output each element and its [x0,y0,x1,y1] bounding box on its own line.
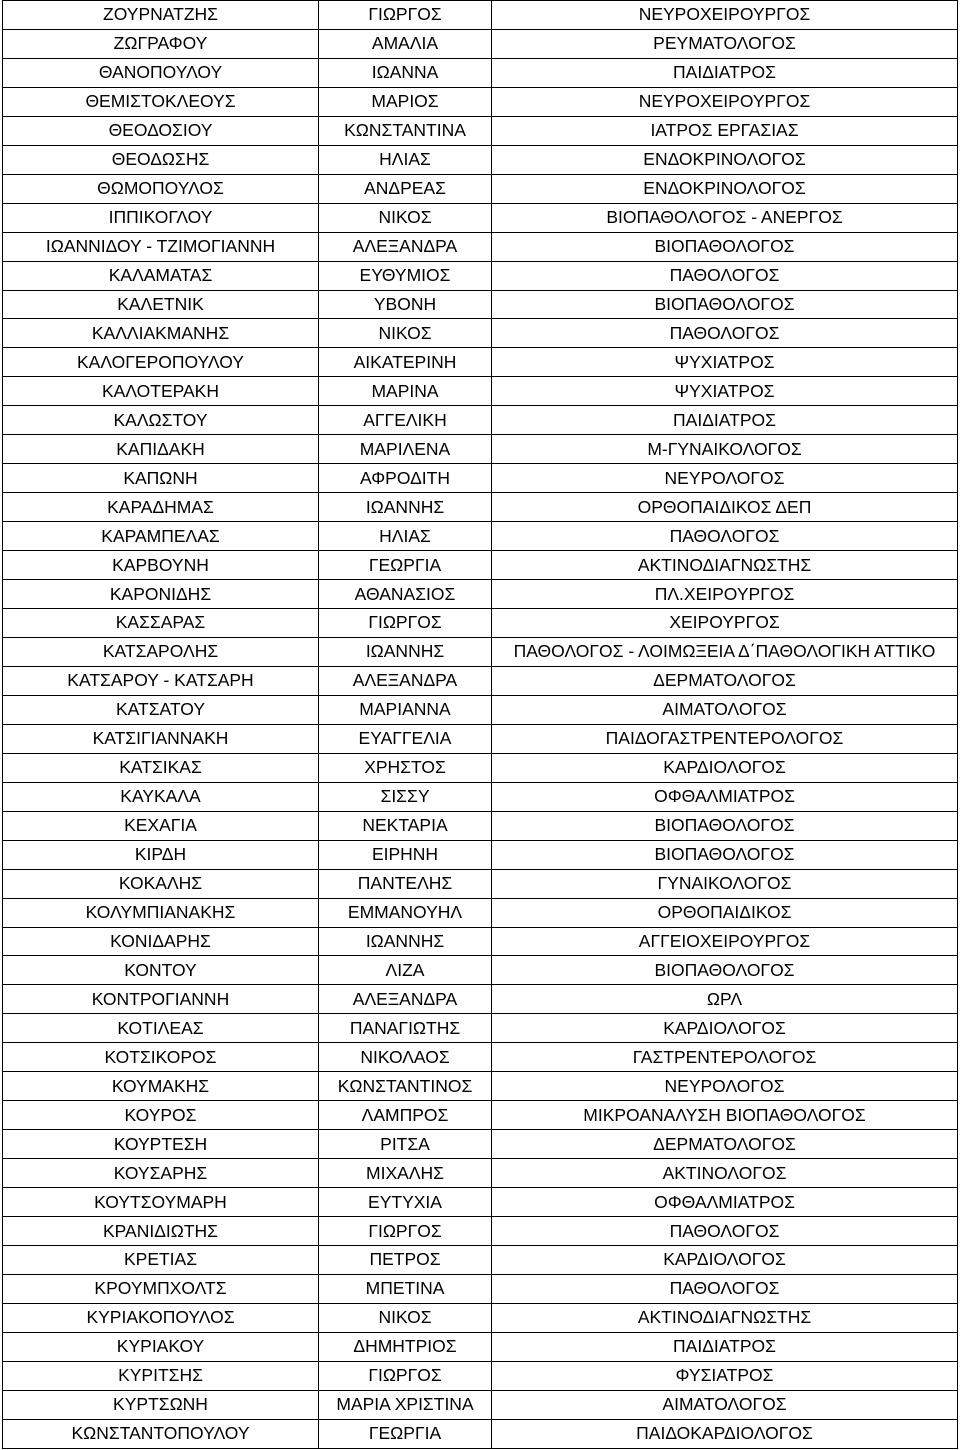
specialty-cell: ΟΦΘΑΛΜΙΑΤΡΟΣ [492,1188,958,1217]
table-row [3,782,958,811]
surname-cell: ΚΑΡΟΝΙΔΗΣ [3,580,319,609]
specialty-cell: ΒΙΟΠΑΘΟΛΟΓΟΣ [492,811,958,840]
first-name-cell: ΑΙΚΑΤΕΡΙΝΗ [319,348,492,377]
first-name-cell: ΧΡΗΣΤΟΣ [319,753,492,782]
first-name-cell: ΗΛΙΑΣ [319,522,492,551]
surname-cell: ΘΕΟΔΟΣΙΟΥ [3,116,319,145]
table-row [3,898,958,927]
table-row [3,145,958,174]
first-name-cell: ΑΛΕΞΑΝΔΡΑ [319,666,492,695]
table-row [3,203,958,232]
first-name-cell: ΑΦΡΟΔΙΤΗ [319,464,492,493]
first-name-cell: ΓΕΩΡΓΙΑ [319,551,492,580]
surname-cell: ΚΥΡΙΤΣΗΣ [3,1361,319,1390]
surname-cell: ΚΟΥΡΤΕΣΗ [3,1130,319,1159]
surname-cell: ΘΕΜΙΣΤΟΚΛΕΟΥΣ [3,87,319,116]
specialty-cell: ΨΥΧΙΑΤΡΟΣ [492,348,958,377]
specialty-cell: ΝΕΥΡΟΧΕΙΡΟΥΡΓΟΣ [492,87,958,116]
surname-cell: ΚΡΕΤΙΑΣ [3,1245,319,1274]
table-row [3,1245,958,1274]
surname-cell: ΖΟΥΡΝΑΤΖΗΣ [3,1,319,30]
table-row [3,1274,958,1303]
first-name-cell: ΙΩΑΝΝΑ [319,58,492,87]
surname-cell: ΚΑΤΣΑΡΟΛΗΣ [3,637,319,666]
specialty-cell: ΟΡΘΟΠΑΙΔΙΚΟΣ [492,898,958,927]
first-name-cell: ΙΩΑΝΝΗΣ [319,927,492,956]
table-row [3,985,958,1014]
first-name-cell: ΕΥΤΥΧΙΑ [319,1188,492,1217]
specialty-cell: ΠΛ.ΧΕΙΡΟΥΡΓΟΣ [492,580,958,609]
first-name-cell: ΣΙΣΣΥ [319,782,492,811]
specialty-cell: ΠΑΙΔΙΑΤΡΟΣ [492,406,958,435]
specialty-cell: ΑΚΤΙΝΟΔΙΑΓΝΩΣΤΗΣ [492,1303,958,1332]
specialty-cell: ΑΓΓΕΙΟΧΕΙΡΟΥΡΓΟΣ [492,927,958,956]
surname-cell: ΚΥΡΤΣΩΝΗ [3,1390,319,1419]
table-row [3,724,958,753]
surname-cell: ΚΡΟΥΜΠΧΟΛΤΣ [3,1274,319,1303]
specialty-cell: ΠΑΙΔΟΚΑΡΔΙΟΛΟΓΟΣ [492,1419,958,1448]
surname-cell: ΘΕΟΔΩΣΗΣ [3,145,319,174]
specialty-cell: ΚΑΡΔΙΟΛΟΓΟΣ [492,1014,958,1043]
surname-cell: ΚΑΣΣΑΡΑΣ [3,609,319,638]
surname-cell: ΚΑΤΣΙΓΙΑΝΝΑΚΗ [3,724,319,753]
table-row [3,1188,958,1217]
first-name-cell: ΝΕΚΤΑΡΙΑ [319,811,492,840]
doctors-table-body [3,1,958,1449]
first-name-cell: ΑΓΓΕΛΙΚΗ [319,406,492,435]
surname-cell: ΚΑΛΟΤΕΡΑΚΗ [3,377,319,406]
specialty-cell: ΟΡΘΟΠΑΙΔΙΚΟΣ ΔΕΠ [492,493,958,522]
first-name-cell: ΝΙΚΟΣ [319,1303,492,1332]
table-row [3,695,958,724]
first-name-cell: ΚΩΝΣΤΑΝΤΙΝΑ [319,116,492,145]
specialty-cell: ΒΙΟΠΑΘΟΛΟΓΟΣ [492,232,958,261]
specialty-cell: ΑΙΜΑΤΟΛΟΓΟΣ [492,695,958,724]
specialty-cell: ΠΑΘΟΛΟΓΟΣ - ΛΟΙΜΩΞΕΙΑ Δ΄ΠΑΘΟΛΟΓΙΚΗ ΑΤΤΙΚΟ [492,637,958,666]
table-row [3,956,958,985]
specialty-cell: ΑΙΜΑΤΟΛΟΓΟΣ [492,1390,958,1419]
specialty-cell: ΓΥΝΑΙΚΟΛΟΓΟΣ [492,869,958,898]
table-row [3,580,958,609]
specialty-cell: ΟΦΘΑΛΜΙΑΤΡΟΣ [492,782,958,811]
specialty-cell: ΠΑΙΔΙΑΤΡΟΣ [492,58,958,87]
table-row [3,1361,958,1390]
surname-cell: ΚΑΛΟΓΕΡΟΠΟΥΛΟΥ [3,348,319,377]
specialty-cell: ΠΑΘΟΛΟΓΟΣ [492,319,958,348]
table-row [3,116,958,145]
first-name-cell: ΙΩΑΝΝΗΣ [319,493,492,522]
specialty-cell: ΝΕΥΡΟΛΟΓΟΣ [492,464,958,493]
specialty-cell: ΚΑΡΔΙΟΛΟΓΟΣ [492,753,958,782]
table-row [3,551,958,580]
surname-cell: ΚΑΠΩΝΗ [3,464,319,493]
table-row [3,869,958,898]
table-row [3,1043,958,1072]
first-name-cell: ΑΛΕΞΑΝΔΡΑ [319,232,492,261]
surname-cell: ΚΑΛΩΣΤΟΥ [3,406,319,435]
specialty-cell: ΠΑΘΟΛΟΓΟΣ [492,522,958,551]
first-name-cell: ΑΘΑΝΑΣΙΟΣ [319,580,492,609]
table-row [3,348,958,377]
first-name-cell: ΑΝΔΡΕΑΣ [319,174,492,203]
first-name-cell: ΠΑΝΤΕΛΗΣ [319,869,492,898]
table-row [3,811,958,840]
first-name-cell: ΡΙΤΣΑ [319,1130,492,1159]
table-row [3,1014,958,1043]
specialty-cell: ΠΑΘΟΛΟΓΟΣ [492,1217,958,1246]
table-row [3,174,958,203]
table-row [3,1332,958,1361]
surname-cell: ΚΟΥΤΣΟΥΜΑΡΗ [3,1188,319,1217]
specialty-cell: ΠΑΘΟΛΟΓΟΣ [492,261,958,290]
surname-cell: ΘΑΝΟΠΟΥΛΟΥ [3,58,319,87]
specialty-cell: ΒΙΟΠΑΘΟΛΟΓΟΣ [492,840,958,869]
first-name-cell: ΕΥΑΓΓΕΛΙΑ [319,724,492,753]
table-row [3,232,958,261]
table-row [3,464,958,493]
specialty-cell: ΠΑΙΔΟΓΑΣΤΡΕΝΤΕΡΟΛΟΓΟΣ [492,724,958,753]
specialty-cell: ΕΝΔΟΚΡΙΝΟΛΟΓΟΣ [492,174,958,203]
specialty-cell: ΨΥΧΙΑΤΡΟΣ [492,377,958,406]
surname-cell: ΚΟΝΤΟΥ [3,956,319,985]
specialty-cell: ΚΑΡΔΙΟΛΟΓΟΣ [492,1245,958,1274]
surname-cell: ΚΟΛΥΜΠΙΑΝΑΚΗΣ [3,898,319,927]
first-name-cell: ΜΙΧΑΛΗΣ [319,1159,492,1188]
specialty-cell: ΔΕΡΜΑΤΟΛΟΓΟΣ [492,1130,958,1159]
first-name-cell: ΜΑΡΙΛΕΝΑ [319,435,492,464]
table-row [3,1217,958,1246]
table-row [3,1101,958,1130]
first-name-cell: ΕΙΡΗΝΗ [319,840,492,869]
first-name-cell: ΓΙΩΡΓΟΣ [319,1217,492,1246]
first-name-cell: ΛΙΖΑ [319,956,492,985]
surname-cell: ΚΟΥΜΑΚΗΣ [3,1072,319,1101]
first-name-cell: ΝΙΚΟΛΑΟΣ [319,1043,492,1072]
table-row [3,406,958,435]
table-row [3,927,958,956]
surname-cell: ΚΑΤΣΑΡΟΥ - ΚΑΤΣΑΡΗ [3,666,319,695]
surname-cell: ΖΩΓΡΑΦΟΥ [3,29,319,58]
first-name-cell: ΜΑΡΙΟΣ [319,87,492,116]
first-name-cell: ΜΑΡΙΑΝΝΑ [319,695,492,724]
table-row [3,1419,958,1448]
specialty-cell: Μ-ΓΥΝΑΙΚΟΛΟΓΟΣ [492,435,958,464]
table-row [3,261,958,290]
specialty-cell: ΠΑΙΔΙΑΤΡΟΣ [492,1332,958,1361]
table-row [3,666,958,695]
table-row [3,1130,958,1159]
surname-cell: ΚΟΚΑΛΗΣ [3,869,319,898]
surname-cell: ΚΕΧΑΓΙΑ [3,811,319,840]
first-name-cell: ΓΙΩΡΓΟΣ [319,609,492,638]
specialty-cell: ΠΑΘΟΛΟΓΟΣ [492,1274,958,1303]
surname-cell: ΚΑΥΚΑΛΑ [3,782,319,811]
specialty-cell: ΒΙΟΠΑΘΟΛΟΓΟΣ - ΑΝΕΡΓΟΣ [492,203,958,232]
first-name-cell: ΑΜΑΛΙΑ [319,29,492,58]
table-row [3,290,958,319]
surname-cell: ΚΑΛΑΜΑΤΑΣ [3,261,319,290]
doctors-table [2,0,958,1449]
surname-cell: ΚΟΥΡΟΣ [3,1101,319,1130]
surname-cell: ΚΑΤΣΑΤΟΥ [3,695,319,724]
surname-cell: ΚΡΑΝΙΔΙΩΤΗΣ [3,1217,319,1246]
first-name-cell: ΚΩΝΣΤΑΝΤΙΝΟΣ [319,1072,492,1101]
first-name-cell: ΛΑΜΠΡΟΣ [319,1101,492,1130]
table-row [3,1,958,30]
table-row [3,87,958,116]
table-row [3,29,958,58]
table-row [3,493,958,522]
surname-cell: ΚΙΡΔΗ [3,840,319,869]
surname-cell: ΙΠΠΙΚΟΓΛΟΥ [3,203,319,232]
specialty-cell: ΒΙΟΠΑΘΟΛΟΓΟΣ [492,290,958,319]
specialty-cell: ΝΕΥΡΟΧΕΙΡΟΥΡΓΟΣ [492,1,958,30]
first-name-cell: ΓΙΩΡΓΟΣ [319,1,492,30]
table-row [3,1303,958,1332]
surname-cell: ΙΩΑΝΝΙΔΟΥ - ΤΖΙΜΟΓΙΑΝΝΗ [3,232,319,261]
table-row [3,637,958,666]
first-name-cell: ΠΕΤΡΟΣ [319,1245,492,1274]
table-row [3,319,958,348]
surname-cell: ΚΑΛΛΙΑΚΜΑΝΗΣ [3,319,319,348]
surname-cell: ΚΩΝΣΤΑΝΤΟΠΟΥΛΟΥ [3,1419,319,1448]
specialty-cell: ΩΡΛ [492,985,958,1014]
first-name-cell: ΓΙΩΡΓΟΣ [319,1361,492,1390]
first-name-cell: ΙΩΑΝΝΗΣ [319,637,492,666]
table-row [3,522,958,551]
first-name-cell: ΑΛΕΞΑΝΔΡΑ [319,985,492,1014]
surname-cell: ΚΥΡΙΑΚΟΥ [3,1332,319,1361]
specialty-cell: ΔΕΡΜΑΤΟΛΟΓΟΣ [492,666,958,695]
specialty-cell: ΓΑΣΤΡΕΝΤΕΡΟΛΟΓΟΣ [492,1043,958,1072]
first-name-cell: ΕΜΜΑΝΟΥΗΛ [319,898,492,927]
specialty-cell: ΧΕΙΡΟΥΡΓΟΣ [492,609,958,638]
specialty-cell: ΒΙΟΠΑΘΟΛΟΓΟΣ [492,956,958,985]
surname-cell: ΚΥΡΙΑΚΟΠΟΥΛΟΣ [3,1303,319,1332]
specialty-cell: ΑΚΤΙΝΟΔΙΑΓΝΩΣΤΗΣ [492,551,958,580]
table-row [3,1159,958,1188]
specialty-cell: ΕΝΔΟΚΡΙΝΟΛΟΓΟΣ [492,145,958,174]
first-name-cell: ΠΑΝΑΓΙΩΤΗΣ [319,1014,492,1043]
surname-cell: ΚΟΝΙΔΑΡΗΣ [3,927,319,956]
surname-cell: ΚΟΝΤΡΟΓΙΑΝΝΗ [3,985,319,1014]
table-row [3,840,958,869]
table-row [3,1390,958,1419]
first-name-cell: ΓΕΩΡΓΙΑ [319,1419,492,1448]
specialty-cell: ΜΙΚΡΟΑΝΑΛΥΣΗ ΒΙΟΠΑΘΟΛΟΓΟΣ [492,1101,958,1130]
specialty-cell: ΙΑΤΡΟΣ ΕΡΓΑΣΙΑΣ [492,116,958,145]
surname-cell: ΚΟΤΣΙΚΟΡΟΣ [3,1043,319,1072]
specialty-cell: ΝΕΥΡΟΛΟΓΟΣ [492,1072,958,1101]
surname-cell: ΚΑΡΑΜΠΕΛΑΣ [3,522,319,551]
table-row [3,377,958,406]
specialty-cell: ΦΥΣΙΑΤΡΟΣ [492,1361,958,1390]
surname-cell: ΚΑΠΙΔΑΚΗ [3,435,319,464]
first-name-cell: ΜΠΕΤΙΝΑ [319,1274,492,1303]
first-name-cell: ΝΙΚΟΣ [319,319,492,348]
first-name-cell: ΝΙΚΟΣ [319,203,492,232]
table-row [3,609,958,638]
surname-cell: ΚΟΤΙΛΕΑΣ [3,1014,319,1043]
surname-cell: ΚΑΤΣΙΚΑΣ [3,753,319,782]
first-name-cell: ΜΑΡΙΑ ΧΡΙΣΤΙΝΑ [319,1390,492,1419]
first-name-cell: ΕΥΘΥΜΙΟΣ [319,261,492,290]
specialty-cell: ΡΕΥΜΑΤΟΛΟΓΟΣ [492,29,958,58]
specialty-cell: ΑΚΤΙΝΟΛΟΓΟΣ [492,1159,958,1188]
first-name-cell: ΗΛΙΑΣ [319,145,492,174]
surname-cell: ΚΑΡΒΟΥΝΗ [3,551,319,580]
table-row [3,753,958,782]
table-row [3,435,958,464]
table-row [3,1072,958,1101]
surname-cell: ΚΟΥΣΑΡΗΣ [3,1159,319,1188]
first-name-cell: ΔΗΜΗΤΡΙΟΣ [319,1332,492,1361]
surname-cell: ΚΑΡΑΔΗΜΑΣ [3,493,319,522]
table-row [3,58,958,87]
first-name-cell: ΥΒΟΝΗ [319,290,492,319]
surname-cell: ΚΑΛΕΤΝΙΚ [3,290,319,319]
surname-cell: ΘΩΜΟΠΟΥΛΟΣ [3,174,319,203]
first-name-cell: ΜΑΡΙΝΑ [319,377,492,406]
